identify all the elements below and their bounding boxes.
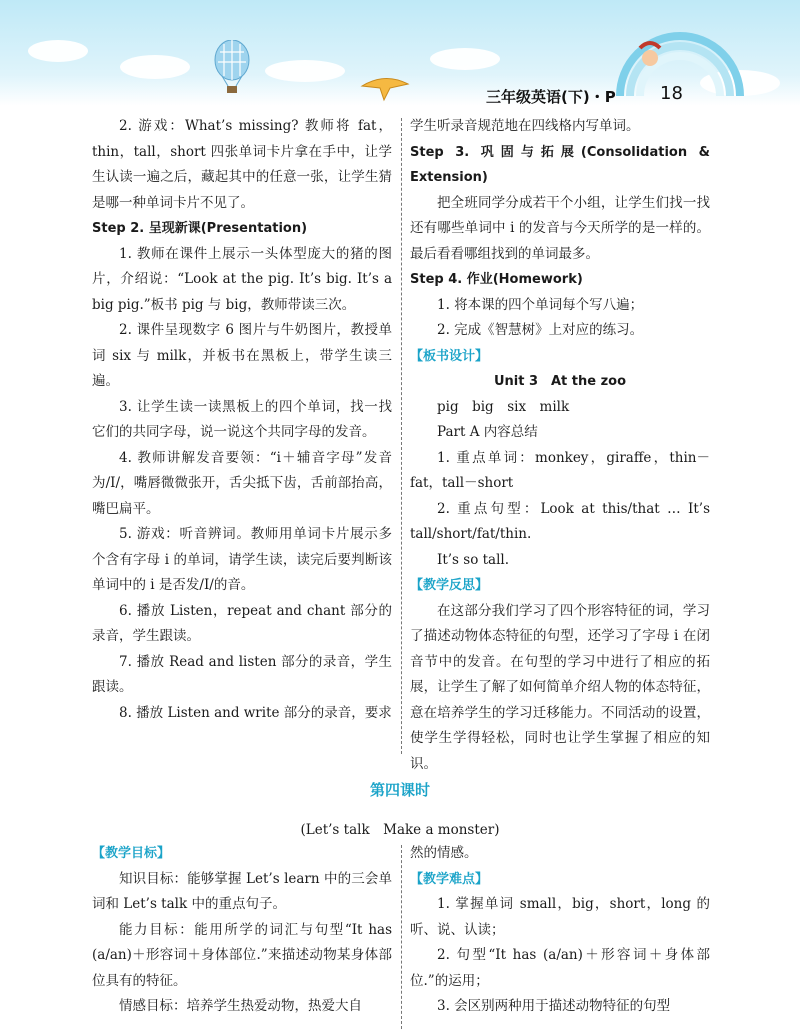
- board-title: Unit 3 At the zoo: [493, 374, 627, 389]
- paragraph: 1. 教师在课件上展示一头体型庞大的猪的图片，介绍说：“Look at the pig. It’s big. It’s a big pig.”板书 pig 与 big，教师带读三次。: [92, 245, 392, 313]
- paragraph: 学生听录音规范地在四线格内写单词。: [410, 118, 640, 134]
- glider-icon: [360, 72, 410, 102]
- paragraph: 在这部分我们学习了四个形容特征的词，学习了描述动物体态特征的句型，还学习了字母 i 在闭音节中的发音。在句型的学习中进行了相应的拓展，让学生了解了如何简单介绍人物的体态特征，意在培养学生的学习迁移能力。不同活动的设置，使学生学得轻松，同时也让学生掌握了相应的知识。: [410, 602, 710, 772]
- step-heading: Step 3. 巩固与拓展(Consolidation & Extension): [410, 144, 710, 185]
- paragraph: 6. 播放 Listen，repeat and chant 部分的录音，学生跟读。: [92, 602, 392, 644]
- paragraph: 8. 播放 Listen and write 部分的录音，要求: [119, 704, 392, 721]
- paragraph: 然的情感。: [410, 845, 478, 861]
- left-column: [92, 114, 392, 726]
- paragraph: It’s so tall.: [437, 551, 510, 568]
- paragraph: 1. 重点单词：monkey，giraffe，thin－fat，tall－short: [410, 449, 710, 491]
- column-divider: [401, 118, 402, 754]
- paragraph: 能力目标：能用所学的词汇与句型“It has (a/an)＋形容词＋身体部位.”来描述动物某身体部位具有的特征。: [92, 921, 392, 989]
- header-title: 三年级英语(下)・P: [486, 88, 616, 106]
- section-tag: 【教学目标】: [92, 846, 171, 861]
- column-divider: [401, 845, 402, 1029]
- cloud-decoration: [28, 40, 88, 62]
- paragraph: 1. 掌握单词 small，big，short，long 的听、说、认读；: [410, 896, 710, 938]
- section-subtitle: (Let’s talk Make a monster): [300, 822, 500, 838]
- paragraph: 把全班同学分成若干个小组，让学生们找一找还有哪些单词中 i 的发音与今天所学的是一样的。最后看看哪组找到的单词最多。: [410, 194, 710, 262]
- paragraph: 情感目标：培养学生热爱动物，热爱大自: [119, 998, 362, 1014]
- paragraph: 知识目标：能够掌握 Let’s learn 中的三会单词和 Let’s talk 中的重点句子。: [92, 870, 392, 912]
- right-column: [410, 114, 710, 777]
- paragraph: 2. 句型“It has (a/an)＋形容词＋身体部位.”的运用；: [410, 947, 710, 989]
- bottom-left-column: [92, 841, 392, 1020]
- paragraph: 2. 完成《智慧树》上对应的练习。: [437, 322, 644, 338]
- paragraph: 2. 重点句型：Look at this/that … It’s tall/short/fat/thin.: [410, 500, 710, 542]
- paragraph: 1. 将本课的四个单词每个写八遍；: [437, 296, 644, 313]
- paragraph: 7. 播放 Read and listen 部分的录音，学生跟读。: [92, 653, 392, 695]
- bottom-right-column: [410, 841, 710, 1020]
- hot-air-balloon-icon: [212, 40, 252, 100]
- section-tag: 【教学反思】: [410, 578, 489, 593]
- page-number: 18: [660, 83, 683, 104]
- paragraph: 3. 会区别两种用于描述动物特征的句型: [437, 998, 671, 1014]
- cloud-decoration: [265, 60, 345, 82]
- cloud-decoration: [430, 48, 500, 70]
- step-heading: Step 2. 呈现新课(Presentation): [92, 221, 308, 236]
- paragraph: 2. 游戏：What’s missing? 教师将 fat，thin，tall，short 四张单词卡片拿在手中，让学生认读一遍之后，藏起其中的任意一张，让学生猜是哪一种单词卡片不见了。: [92, 118, 392, 211]
- paragraph: 2. 课件呈现数字 6 图片与牛奶图片，教授单词 six 与 milk，并板书在黑板上，带学生读三遍。: [92, 322, 392, 389]
- cloud-decoration: [120, 55, 190, 79]
- paragraph: pig big six milk: [437, 398, 570, 415]
- section-tag: 【教学难点】: [410, 871, 489, 887]
- section-tag: 【板书设计】: [410, 348, 489, 364]
- paragraph: 4. 教师讲解发音要领：“i＋辅音字母”发音为/I/，嘴唇微微张开，舌尖抵下齿，舌前部抬高，嘴巴扁平。: [92, 449, 392, 517]
- section-title: 第四课时: [369, 781, 430, 799]
- paragraph: Part A 内容总结: [437, 424, 538, 440]
- step-heading: Step 4. 作业(Homework): [410, 272, 583, 287]
- paragraph: 3. 让学生读一读黑板上的四个单词，找一找它们的共同字母，说一说这个共同字母的发音。: [92, 398, 392, 440]
- paragraph: 5. 游戏：听音辨词。教师用单词卡片展示多个含有字母 i 的单词，请学生读，读完后要判断该单词中的 i 是否发/I/的音。: [92, 526, 392, 593]
- header-banner: [0, 0, 800, 106]
